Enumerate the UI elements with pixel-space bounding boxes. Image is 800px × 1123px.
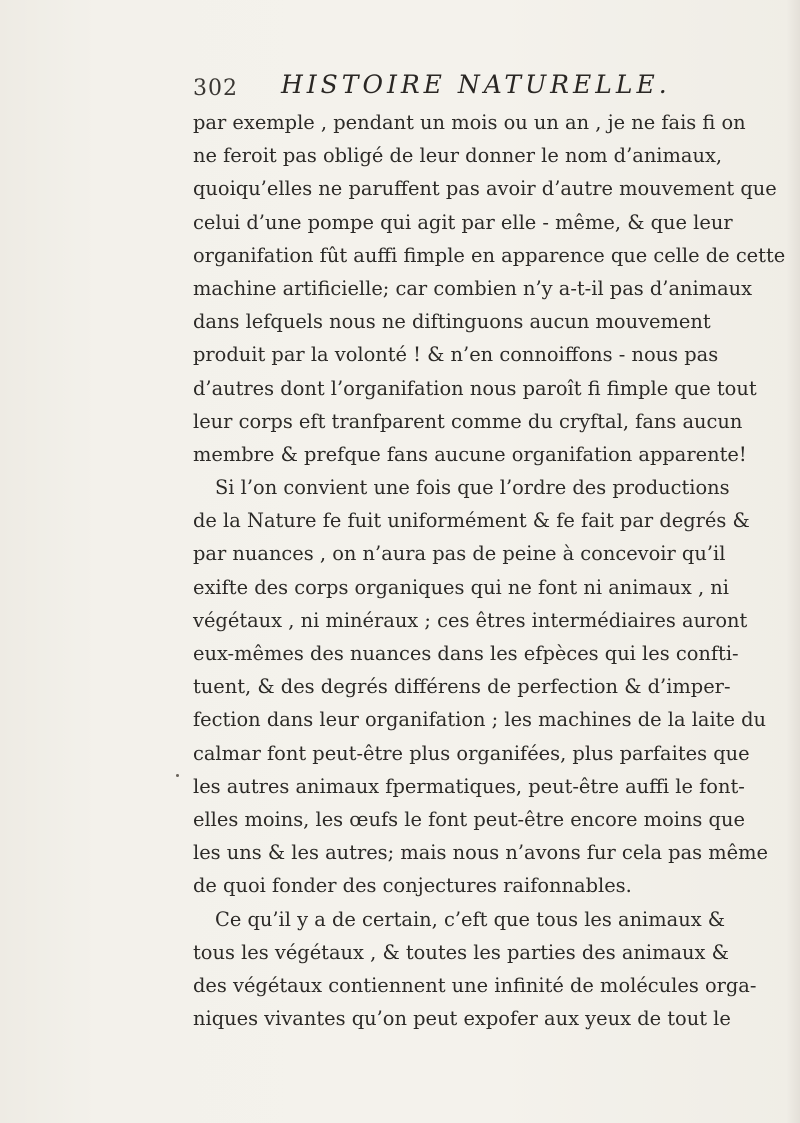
text-line: d’autres dont l’organifation nous paroît fi fimple que tout <box>193 376 757 400</box>
text-line: de la Nature fe fuit uniformément & fe fait par degrés & <box>193 509 750 533</box>
text-line: exifte des corps organiques qui ne font ni animaux , ni <box>193 575 729 599</box>
paper-speck <box>176 774 179 777</box>
text-line: niques vivantes qu’on peut expofer aux yeux de tout le <box>193 1007 731 1031</box>
text-line: produit par la volonté ! & n’en connoiffons - nous pas <box>193 343 719 367</box>
text-line: les autres animaux fpermatiques, peut-être auffi le font- <box>193 774 745 798</box>
text-line: de quoi fonder des conjectures raifonnables. <box>193 874 632 898</box>
text-line: des végétaux contiennent une infinité de molécules orga- <box>193 973 757 997</box>
page-number: 302 <box>193 76 238 101</box>
page-header <box>193 70 671 110</box>
paragraph-start-line: Si l’on convient une fois que l’ordre des productions <box>215 476 730 500</box>
text-line: dans lefquels nous ne diftinguons aucun mouvement <box>193 310 711 334</box>
page-edge-shadow <box>786 0 800 1123</box>
text-line: quoiqu’elles ne paruffent pas avoir d’autre mouvement que <box>193 177 777 201</box>
text-line: eux-mêmes des nuances dans les efpèces qui les confti- <box>193 642 739 665</box>
body-text <box>193 106 786 1035</box>
text-line: machine artificielle; car combien n’y a-t-il pas d’animaux <box>193 276 753 300</box>
text-line: celui d’une pompe qui agit par elle - même, & que leur <box>193 210 733 234</box>
text-line: végétaux , ni minéraux ; ces êtres intermédiaires auront <box>193 608 748 632</box>
running-head: HISTOIRE NATURELLE. <box>281 70 671 99</box>
text-line: calmar font peut-être plus organifées, plus parfaites que <box>193 741 750 765</box>
text-line: fection dans leur organifation ; les machines de la laite du <box>193 708 767 732</box>
text-line: les uns & les autres; mais nous n’avons fur cela pas même <box>193 841 768 865</box>
text-line: par exemple , pendant un mois ou un an , je ne fais fi on <box>193 111 746 134</box>
text-line: par nuances , on n’aura pas de peine à concevoir qu’il <box>193 542 726 566</box>
text-line: organifation fût auffi fimple en apparence que celle de cette <box>193 243 786 267</box>
text-line: leur corps eft tranfparent comme du cryftal, fans aucun <box>193 409 743 433</box>
text-line: tuent, & des degrés différens de perfection & d’imper- <box>193 675 731 699</box>
text-line: membre & prefque fans aucune organifation apparente! <box>193 442 747 466</box>
text-line: elles moins, les œufs le font peut-être encore moins que <box>193 807 745 831</box>
text-line: tous les végétaux , & toutes les parties des animaux & <box>193 940 729 964</box>
text-line: ne feroit pas obligé de leur donner le nom d’animaux, <box>193 144 723 168</box>
paragraph-start-line: Ce qu’il y a de certain, c’eft que tous les animaux & <box>215 907 726 931</box>
